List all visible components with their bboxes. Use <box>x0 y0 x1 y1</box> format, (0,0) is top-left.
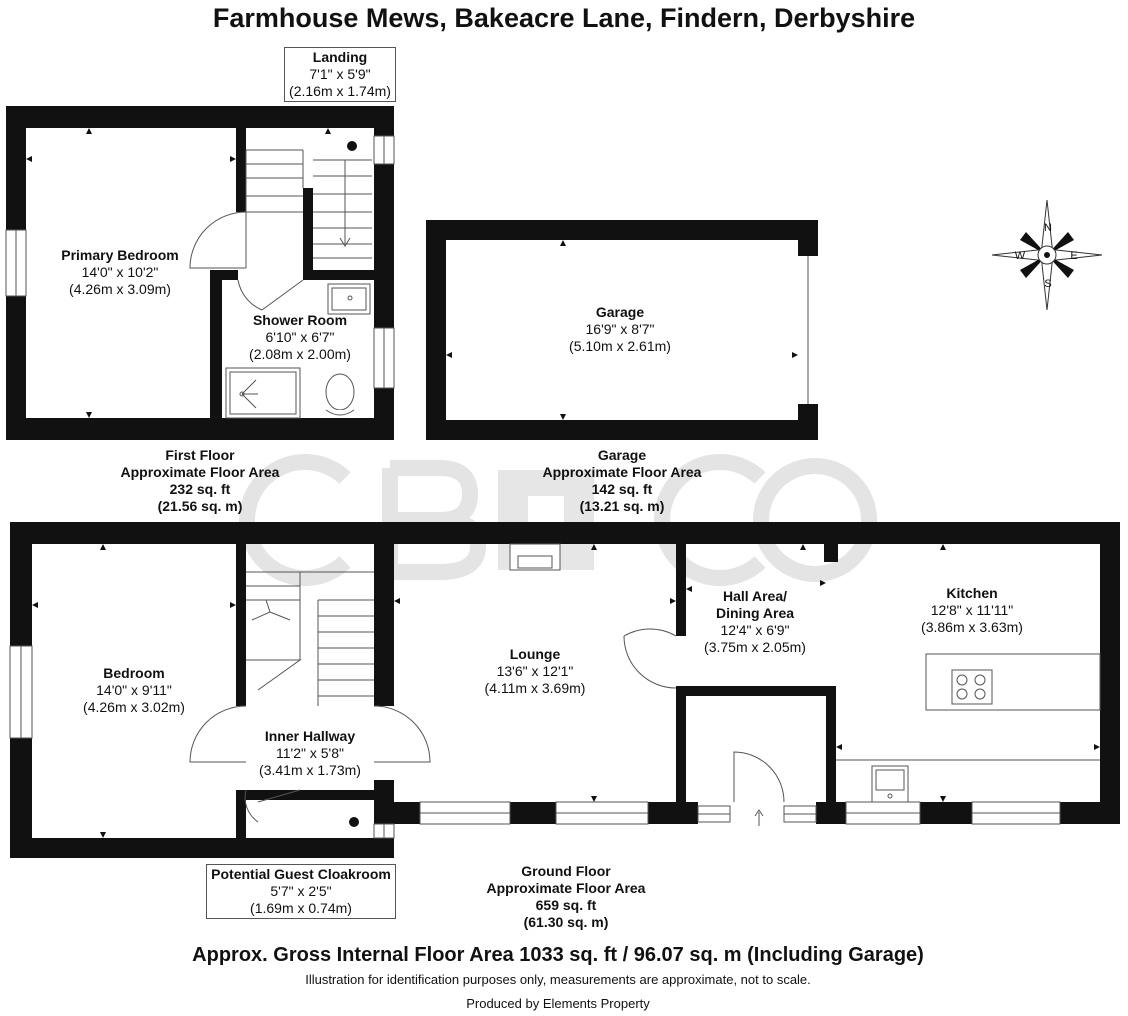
room-label-kitchen <box>892 585 1052 636</box>
floor-sqm: (21.56 sq. m) <box>157 498 243 514</box>
floor-sqft: 142 sq. ft <box>591 481 653 497</box>
room-label-lounge <box>455 646 615 697</box>
room-label-hall-dining <box>690 588 820 656</box>
gross-floor-area: Approx. Gross Internal Floor Area 1033 sq. ft / 96.07 sq. m (Including Garage) <box>192 944 924 966</box>
kitchen-fittings <box>836 654 1100 802</box>
floor-sqm: (61.30 sq. m) <box>523 914 609 930</box>
floor-label-ground <box>466 863 666 931</box>
door-arrow <box>755 810 763 826</box>
floor-area-label: Approximate Floor Area <box>120 464 280 480</box>
floor-label-garage <box>522 447 722 515</box>
room-metric: (5.10m x 2.61m) <box>569 338 671 354</box>
cloakroom-dot <box>349 817 359 827</box>
room-imperial: 14'0" x 10'2" <box>81 264 159 280</box>
room-metric: (4.26m x 3.02m) <box>83 699 185 715</box>
room-name: Garage <box>595 304 645 320</box>
room-metric: (2.08m x 2.00m) <box>249 346 351 362</box>
floor-area-label: Approximate Floor Area <box>542 464 702 480</box>
landing-light-dot <box>347 141 357 151</box>
page-title: Farmhouse Mews, Bakeacre Lane, Findern, Derbyshire <box>212 3 916 33</box>
ground-floor-stairs <box>246 572 374 706</box>
floor-name: First Floor <box>165 447 235 463</box>
room-name-line1: Hall Area/ <box>722 588 788 604</box>
room-label-shower-room <box>240 312 360 363</box>
room-name: Inner Hallway <box>264 728 356 744</box>
room-name: Potential Guest Cloakroom <box>211 866 391 882</box>
floor-area-label: Approximate Floor Area <box>486 880 646 896</box>
compass-s: S <box>1044 278 1052 290</box>
room-metric: (1.69m x 0.74m) <box>250 900 352 916</box>
room-label-bedroom <box>54 665 214 716</box>
room-imperial: 13'6" x 12'1" <box>496 663 574 679</box>
room-metric: (4.11m x 3.69m) <box>484 680 586 696</box>
floor-sqft: 659 sq. ft <box>535 897 597 913</box>
floor-sqft: 232 sq. ft <box>169 481 231 497</box>
room-name: Primary Bedroom <box>61 247 179 263</box>
room-imperial: 5'7" x 2'5" <box>270 883 332 899</box>
room-name: Shower Room <box>252 312 348 328</box>
compass-rose-icon <box>992 200 1102 310</box>
floor-name: Ground Floor <box>521 863 611 879</box>
compass-e: E <box>1070 250 1078 262</box>
room-label-inner-hallway <box>250 728 370 779</box>
fireplace <box>510 544 560 570</box>
floor-label-first <box>100 447 300 515</box>
floor-name: Garage <box>597 447 647 463</box>
room-name: Kitchen <box>946 585 998 601</box>
compass-w: W <box>1014 250 1026 262</box>
room-metric: (3.75m x 2.05m) <box>704 639 806 655</box>
room-imperial: 11'2" x 5'8" <box>276 745 344 761</box>
room-label-garage <box>540 304 700 355</box>
first-floor-doors <box>190 212 303 310</box>
disclaimer: Illustration for identification purposes only, measurements are approximate, not to scale. <box>305 972 811 987</box>
produced-by: Produced by Elements Property <box>466 996 650 1011</box>
room-imperial: 14'0" x 9'11" <box>96 682 172 698</box>
room-name-line2: Dining Area <box>715 605 795 621</box>
room-label-cloakroom <box>206 864 396 919</box>
room-imperial: 7'1" x 5'9" <box>309 66 371 82</box>
room-imperial: 16'9" x 8'7" <box>585 321 655 337</box>
room-imperial: 12'8" x 11'11" <box>930 602 1014 618</box>
room-metric: (2.16m x 1.74m) <box>289 83 391 99</box>
room-label-primary-bedroom <box>40 247 200 298</box>
room-metric: (3.86m x 3.63m) <box>921 619 1023 635</box>
floor-sqm: (13.21 sq. m) <box>579 498 665 514</box>
room-metric: (3.41m x 1.73m) <box>259 762 361 778</box>
room-label-landing <box>284 47 396 102</box>
room-name: Lounge <box>509 646 561 662</box>
room-metric: (4.26m x 3.09m) <box>69 281 171 297</box>
room-name: Bedroom <box>103 665 165 681</box>
room-imperial: 12'4" x 6'9" <box>720 622 790 638</box>
room-imperial: 6'10" x 6'7" <box>265 329 335 345</box>
room-name: Landing <box>312 49 368 65</box>
compass-n: N <box>1044 222 1052 234</box>
